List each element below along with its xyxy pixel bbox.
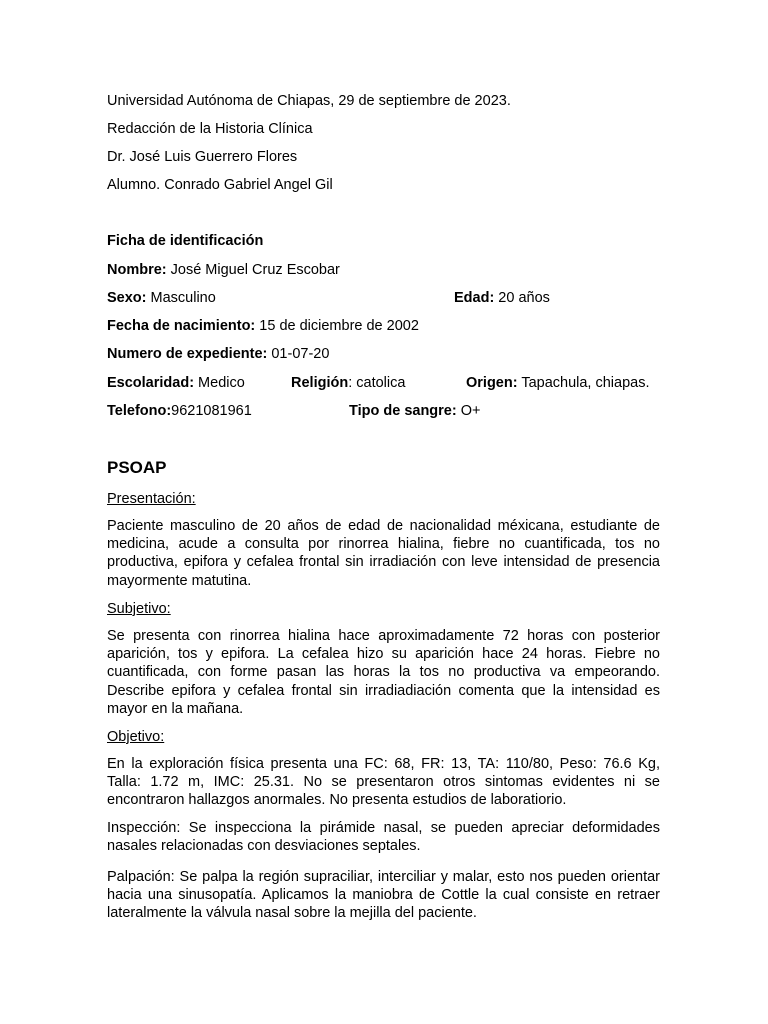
inspeccion-paragraph: Inspección: Se inspecciona la pirámide nasal, se pueden apreciar deformidades nasales relacionadas con desviaciones septales. <box>107 820 660 855</box>
telefono-label: Telefono: <box>107 403 172 419</box>
field-origen <box>466 374 650 392</box>
escolaridad-label: Escolaridad: <box>107 375 195 391</box>
field-telefono <box>107 402 252 420</box>
origen-label: Origen: <box>466 375 518 391</box>
fecha-value: 15 de diciembre de 2002 <box>255 318 419 334</box>
header-student: Alumno. Conrado Gabriel Angel Gil <box>107 177 333 193</box>
religion-value: : catolica <box>348 375 406 391</box>
objetivo-heading: Objetivo: <box>107 729 165 745</box>
edad-value: 20 años <box>494 290 550 306</box>
field-edad <box>454 289 550 307</box>
palpacion-paragraph: Palpación: Se palpa la región supraciliar, interciliar y malar, esto nos pueden orientar hacia una sinusopatía. Aplicamos la maniobra de Cottle la cual consiste en retraer lateralmente la válvula nasal sobre la mejilla del paciente. <box>107 869 660 922</box>
fecha-label: Fecha de nacimiento: <box>107 318 256 334</box>
nombre-label: Nombre: <box>107 262 167 278</box>
subjetivo-heading: Subjetivo: <box>107 601 171 617</box>
field-expediente <box>107 345 329 363</box>
edad-label: Edad: <box>454 290 495 306</box>
presentacion-heading: Presentación: <box>107 491 196 507</box>
header-university-date: Universidad Autónoma de Chiapas, 29 de septiembre de 2023. <box>107 93 511 109</box>
religion-label: Religión <box>291 375 349 391</box>
field-fecha-nacimiento <box>107 317 419 335</box>
objetivo-paragraph: En la exploración física presenta una FC: 68, FR: 13, TA: 110/80, Peso: 76.6 Kg, Talla: 1.72 m, IMC: 25.31. No se presentaron otros sintomas evidentes ni se encontraron hallazgos anormales. No presenta estudios de laboratiorio. <box>107 756 660 809</box>
header-subject: Redacción de la Historia Clínica <box>107 121 313 137</box>
telefono-value: 9621081961 <box>171 403 252 419</box>
sangre-label: Tipo de sangre: <box>349 403 457 419</box>
escolaridad-value: Medico <box>194 375 245 391</box>
field-sexo <box>107 289 216 307</box>
subjetivo-paragraph: Se presenta con rinorrea hialina hace aproximadamente 72 horas con posterior aparición, tos y epifora. La cefalea hizo su aparición hace 24 horas. Fiebre no cuantificada, con forme pasan las horas la tos no productiva va empeorando. Describe epifora y cefalea frontal sin irradiadiación comenta que la intensidad es mayor en la mañana. <box>107 628 660 717</box>
expediente-value: 01-07-20 <box>267 346 330 362</box>
origen-value: Tapachula, chiapas. <box>517 375 650 391</box>
field-tipo-sangre <box>349 402 480 420</box>
sexo-value: Masculino <box>146 290 216 306</box>
presentacion-paragraph: Paciente masculino de 20 años de edad de nacionalidad méxicana, estudiante de medicina, acude a consulta por rinorrea hialina, fiebre no cuantificada, tos no productiva, epifora y cefalea frontal sin irradiación con leve intensidad de presencia mayormente matutina. <box>107 518 660 589</box>
sexo-label: Sexo: <box>107 290 147 306</box>
header-doctor: Dr. José Luis Guerrero Flores <box>107 149 298 165</box>
expediente-label: Numero de expediente: <box>107 346 268 362</box>
psoap-title: PSOAP <box>107 458 167 477</box>
field-religion <box>291 374 405 392</box>
field-escolaridad <box>107 374 245 392</box>
field-nombre <box>107 261 340 279</box>
nombre-value: José Miguel Cruz Escobar <box>166 262 340 278</box>
ficha-title: Ficha de identificación <box>107 233 264 249</box>
sangre-value: O+ <box>456 403 481 419</box>
